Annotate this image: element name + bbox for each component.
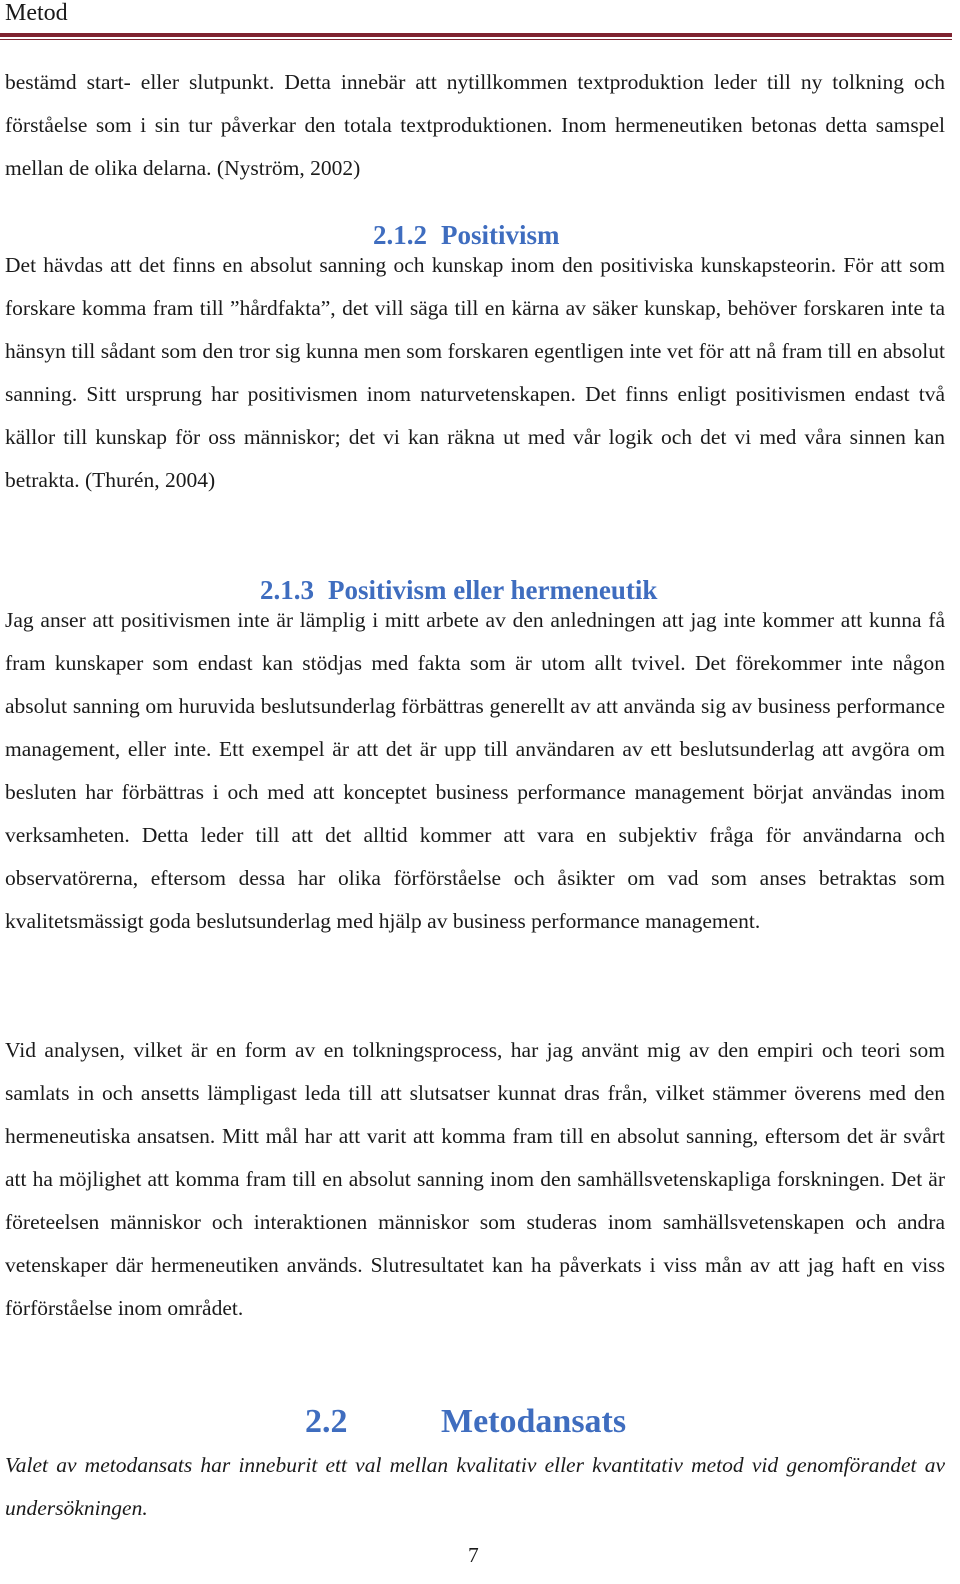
heading-number: 2.2 xyxy=(305,1403,348,1440)
running-header-title: Metod xyxy=(5,0,68,26)
heading-title: Metodansats xyxy=(441,1403,627,1440)
header-rule xyxy=(0,33,952,37)
header-rule-thin xyxy=(0,39,952,40)
paragraph-hermeneutics-continuation: bestämd start- eller slutpunkt. Detta innebär att nytillkommen textproduktion leder till ny tolkning och förståelse som i sin tur påverkar den totala textproduktionen. Inom hermeneutiken betonas detta samspel mellan de olika delarna. (Nyström, 2002) xyxy=(5,70,945,180)
paragraph-positivism: Det hävdas att det finns en absolut sanning och kunskap inom den positiviska kunskapsteorin. För att som forskare komma fram till ”hårdfakta”, det vill säga till en kärna av säker kunskap, behöver forskaren inte ta hänsyn till sådant som den tror sig kunna men som forskaren egentligen inte vet för att nå fram till en absolut sanning. Sitt ursprung har positivismen inom naturvetenskapen. Det finns enligt positivismen endast två källor till kunskap för oss människor; det vi kan räkna ut med vår logik och det vi med våra sinnen kan betrakta. (Thurén, 2004) xyxy=(5,253,945,492)
paragraph-analysis: Vid analysen, vilket är en form av en tolkningsprocess, har jag använt mig av den empiri och teori som samlats in och ansetts lämpligast leda till att slutsatser kunnat dras från, vilket stämmer överens med den hermeneutiska ansatsen. Mitt mål har att varit att komma fram till en absolut sanning, eftersom det är svårt att ha möjlighet att komma fram till en absolut sanning inom den samhällsvetenskapliga forskningen. Det är företeelsen människor och interaktionen människor som studeras inom samhällsvetenskapen och andra vetenskaper där hermeneutiken används. Slutresultatet kan ha påverkats i viss mån av att jag haft en viss förförståelse inom området. xyxy=(5,1038,945,1320)
page-number: 7 xyxy=(468,1543,479,1567)
paragraph-positivism-or-hermeneutics: Jag anser att positivismen inte är lämplig i mitt arbete av den anledningen att jag inte kommer att kunna få fram kunskaper som endast kan stödjas med fakta som är utom allt tvivel. Det förekommer inte någon absolut sanning om huruvida beslutsunderlag förbättras generellt av att använda sig av business performance management, eller inte. Ett exempel är att det är upp till användaren av ett beslutsunderlag att avgöra om besluten har förbättras i och med att konceptet business performance management börjat användas inom verksamheten. Detta leder till att det alltid kommer att vara en subjektiv fråga för användarna och observatörerna, eftersom dessa har olika förförståelse och åsikter om vad som anses betraktas som kvalitetsmässigt goda beslutsunderlag med hjälp av business performance management. xyxy=(5,608,945,933)
heading-2-2 xyxy=(305,1402,626,1442)
heading-number: 2.1.3 xyxy=(260,575,314,605)
heading-title: Positivism xyxy=(441,220,560,250)
heading-number: 2.1.2 xyxy=(373,220,427,250)
paragraph-method-approach: Valet av metodansats har inneburit ett val mellan kvalitativ eller kvantitativ metod vid genomförandet av undersökningen. xyxy=(5,1453,945,1520)
heading-title: Positivism eller hermeneutik xyxy=(328,575,658,605)
